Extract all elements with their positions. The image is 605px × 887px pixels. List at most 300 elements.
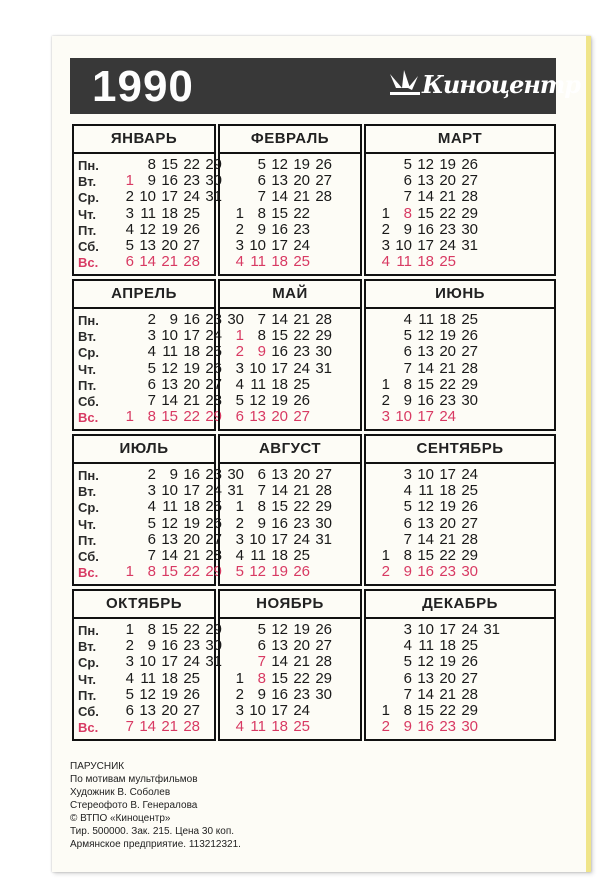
day-number: 9 — [169, 311, 178, 328]
month-name: МАРТ — [366, 126, 554, 154]
day-number: 19 — [439, 156, 456, 173]
day-number: 11 — [418, 311, 434, 328]
day-number: 26 — [461, 327, 478, 345]
day-number: 8 — [257, 669, 266, 687]
weekday-label: Пн. — [78, 158, 99, 173]
day-number: 5 — [147, 359, 156, 377]
day-number: 23 — [183, 172, 200, 190]
day-number: 7 — [403, 530, 412, 548]
day-number: 6 — [403, 343, 412, 361]
day-number: 8 — [403, 375, 412, 393]
day-number: 24 — [293, 702, 310, 719]
day-number: 5 — [235, 563, 244, 581]
day-number: 24 — [183, 188, 200, 206]
day-number: 18 — [439, 637, 456, 655]
day-number: 3 — [235, 702, 244, 719]
day-number: 29 — [461, 702, 478, 719]
day-number: 9 — [257, 220, 266, 238]
day-number: 10 — [249, 702, 266, 719]
day-number: 11 — [396, 253, 412, 271]
day-number: 17 — [183, 327, 200, 345]
day-number: 7 — [147, 547, 156, 564]
month-name: ФЕВРАЛЬ — [220, 126, 360, 154]
day-number: 3 — [381, 237, 390, 254]
day-number: 28 — [183, 718, 200, 736]
weekday-label: Сб. — [78, 239, 99, 254]
day-number: 2 — [125, 188, 134, 206]
day-number: 29 — [315, 669, 332, 687]
day-number: 19 — [293, 621, 310, 638]
day-number: 28 — [461, 359, 478, 377]
day-number: 29 — [461, 375, 478, 393]
day-number: 1 — [381, 702, 390, 719]
day-number: 27 — [205, 375, 222, 393]
calendar-grid — [72, 124, 556, 744]
day-number: 13 — [139, 237, 156, 254]
day-number: 6 — [257, 172, 266, 190]
day-number: 8 — [403, 547, 412, 564]
year-title: 1990 — [92, 62, 194, 111]
day-number: 14 — [271, 188, 288, 206]
day-number: 6 — [125, 702, 134, 719]
day-number: 18 — [439, 311, 456, 328]
day-number: 15 — [417, 547, 434, 564]
day-number: 16 — [161, 637, 178, 655]
day-number: 20 — [161, 702, 178, 719]
day-number: 8 — [257, 498, 266, 516]
day-number: 25 — [183, 669, 200, 687]
day-number: 6 — [403, 514, 412, 532]
day-number: 11 — [250, 547, 266, 564]
day-number: 23 — [439, 718, 456, 736]
weekday-label: Ср. — [78, 655, 99, 671]
day-number: 7 — [403, 188, 412, 206]
weekday-label: Пт. — [78, 222, 97, 238]
day-number: 14 — [417, 685, 434, 703]
day-number: 2 — [381, 220, 390, 238]
day-number: 21 — [439, 530, 456, 548]
day-number: 3 — [147, 482, 156, 500]
day-number: 20 — [183, 375, 200, 393]
day-number: 18 — [439, 482, 456, 500]
day-number: 20 — [293, 466, 310, 483]
day-number: 13 — [161, 530, 178, 548]
day-number: 10 — [249, 530, 266, 548]
month-5 — [364, 279, 556, 431]
day-number: 28 — [315, 311, 332, 328]
day-number: 18 — [271, 253, 288, 271]
day-number: 18 — [183, 343, 200, 361]
footer-line: Стереофото В. Генералова — [70, 800, 198, 811]
day-number: 19 — [271, 392, 288, 409]
day-number: 4 — [235, 718, 244, 736]
day-number: 9 — [147, 637, 156, 655]
day-number: 1 — [235, 669, 244, 687]
day-number: 22 — [439, 204, 456, 222]
day-number: 18 — [161, 669, 178, 687]
day-number: 21 — [439, 685, 456, 703]
day-number: 10 — [139, 653, 156, 671]
weekday-label: Вс. — [78, 720, 99, 736]
day-number: 18 — [271, 547, 288, 564]
day-number: 5 — [257, 156, 266, 173]
day-number: 30 — [461, 220, 478, 238]
day-number: 13 — [249, 408, 266, 426]
day-number: 16 — [183, 466, 200, 483]
day-number: 14 — [417, 530, 434, 548]
day-number: 7 — [403, 685, 412, 703]
day-number: 9 — [403, 392, 412, 409]
day-number: 24 — [461, 466, 478, 483]
weekday-label: Сб. — [78, 549, 99, 564]
day-number: 11 — [250, 718, 266, 736]
day-number: 16 — [271, 685, 288, 703]
day-number: 17 — [271, 702, 288, 719]
day-number: 31 — [227, 482, 244, 500]
day-number: 26 — [293, 563, 310, 581]
day-number: 19 — [183, 359, 200, 377]
day-number: 5 — [403, 327, 412, 345]
day-number: 23 — [439, 392, 456, 409]
day-number: 8 — [147, 156, 156, 173]
weekday-label: Пн. — [78, 313, 99, 328]
day-number: 23 — [293, 220, 310, 238]
day-number: 21 — [439, 359, 456, 377]
day-number: 21 — [161, 718, 178, 736]
day-number: 23 — [293, 514, 310, 532]
month-6 — [72, 434, 244, 586]
weekday-label: Вт. — [78, 174, 97, 190]
day-number: 22 — [293, 669, 310, 687]
weekday-label: Вт. — [78, 329, 97, 345]
day-number: 25 — [183, 204, 200, 222]
day-number: 7 — [147, 392, 156, 409]
day-number: 9 — [403, 718, 412, 736]
day-number: 5 — [125, 237, 134, 254]
weekday-label: Пт. — [78, 377, 97, 393]
day-number: 12 — [139, 685, 156, 703]
day-number: 30 — [205, 172, 222, 190]
day-number: 24 — [293, 359, 310, 377]
day-number: 8 — [403, 204, 412, 222]
day-number: 17 — [271, 530, 288, 548]
day-number: 13 — [417, 343, 434, 361]
day-number: 6 — [147, 375, 156, 393]
month-name: НОЯБРЬ — [220, 591, 360, 619]
day-number: 26 — [293, 392, 310, 409]
day-number: 2 — [381, 563, 390, 581]
month-name: МАЙ — [220, 281, 360, 309]
day-number: 8 — [403, 702, 412, 719]
day-number: 7 — [257, 482, 266, 500]
day-number: 1 — [235, 327, 244, 345]
day-number: 14 — [161, 547, 178, 564]
day-number: 20 — [161, 237, 178, 254]
day-number: 12 — [161, 514, 178, 532]
day-number: 9 — [147, 172, 156, 190]
day-number: 9 — [403, 563, 412, 581]
day-number: 16 — [417, 563, 434, 581]
day-number: 14 — [417, 188, 434, 206]
day-number: 3 — [125, 653, 134, 671]
month-name: ИЮНЬ — [366, 281, 554, 309]
month-name: АВГУСТ — [220, 436, 360, 464]
day-number: 11 — [418, 637, 434, 655]
footer-line: По мотивам мультфильмов — [70, 774, 198, 785]
day-number: 14 — [417, 359, 434, 377]
day-number: 24 — [293, 530, 310, 548]
day-number: 7 — [125, 718, 134, 736]
logo-brand-text: Киноцентр — [422, 70, 581, 99]
day-number: 27 — [461, 172, 478, 190]
day-number: 30 — [461, 563, 478, 581]
day-number: 27 — [461, 514, 478, 532]
day-number: 11 — [162, 343, 178, 361]
day-number: 24 — [439, 237, 456, 254]
day-number: 20 — [271, 408, 288, 426]
day-number: 8 — [147, 563, 156, 581]
day-number: 10 — [417, 466, 434, 483]
footer-line: © ВТПО «Киноцентр» — [70, 813, 171, 824]
day-number: 21 — [293, 188, 310, 206]
day-number: 15 — [417, 204, 434, 222]
day-number: 28 — [315, 653, 332, 671]
day-number: 22 — [293, 204, 310, 222]
day-number: 19 — [161, 220, 178, 238]
day-number: 20 — [293, 172, 310, 190]
day-number: 4 — [403, 482, 412, 500]
day-number: 2 — [235, 343, 244, 361]
day-number: 30 — [315, 514, 332, 532]
day-number: 15 — [417, 375, 434, 393]
weekday-label: Вс. — [78, 255, 99, 271]
day-number: 4 — [147, 498, 156, 516]
day-number: 17 — [417, 408, 434, 426]
weekday-label: Вт. — [78, 639, 97, 655]
weekday-label: Чт. — [78, 671, 96, 687]
day-number: 19 — [439, 653, 456, 671]
day-number: 2 — [381, 392, 390, 409]
day-number: 13 — [417, 514, 434, 532]
weekday-label: Ср. — [78, 190, 99, 206]
day-number: 8 — [257, 204, 266, 222]
weekday-label: Пт. — [78, 532, 97, 548]
day-number: 5 — [235, 392, 244, 409]
day-number: 7 — [403, 359, 412, 377]
day-number: 6 — [257, 637, 266, 655]
day-number: 28 — [205, 547, 222, 564]
day-number: 30 — [315, 685, 332, 703]
day-number: 30 — [315, 343, 332, 361]
day-number: 13 — [161, 375, 178, 393]
weekday-label: Пт. — [78, 687, 97, 703]
day-number: 3 — [235, 237, 244, 254]
day-number: 4 — [125, 220, 134, 238]
day-number: 17 — [439, 621, 456, 638]
weekday-label: Пн. — [78, 468, 99, 483]
day-number: 6 — [147, 530, 156, 548]
weekday-label: Вс. — [78, 565, 99, 581]
day-number: 12 — [249, 563, 266, 581]
day-number: 17 — [271, 237, 288, 254]
month-4 — [218, 279, 362, 431]
day-number: 23 — [293, 685, 310, 703]
day-number: 11 — [140, 204, 156, 222]
day-number: 15 — [271, 498, 288, 516]
day-number: 2 — [147, 466, 156, 483]
day-number: 2 — [147, 311, 156, 328]
month-2 — [364, 124, 556, 276]
day-number: 10 — [249, 237, 266, 254]
day-number: 11 — [250, 253, 266, 271]
imprint-footer — [70, 760, 470, 851]
day-number: 11 — [418, 482, 434, 500]
day-number: 28 — [461, 530, 478, 548]
kinocentr-logo — [388, 68, 581, 106]
day-number: 12 — [139, 220, 156, 238]
month-9 — [72, 589, 222, 741]
day-number: 21 — [183, 547, 200, 564]
day-number: 12 — [417, 498, 434, 516]
day-number: 12 — [417, 327, 434, 345]
day-number: 17 — [417, 237, 434, 254]
logo-sail-icon — [388, 68, 422, 98]
day-number: 25 — [439, 253, 456, 271]
month-1 — [218, 124, 362, 276]
day-number: 16 — [161, 172, 178, 190]
day-number: 10 — [395, 237, 412, 254]
day-number: 26 — [461, 156, 478, 173]
day-number: 15 — [161, 156, 178, 173]
day-number: 27 — [315, 172, 332, 190]
day-number: 20 — [439, 172, 456, 190]
day-number: 31 — [461, 237, 478, 254]
day-number: 9 — [169, 466, 178, 483]
day-number: 8 — [257, 327, 266, 345]
day-number: 19 — [271, 563, 288, 581]
weekday-label: Пн. — [78, 623, 99, 638]
day-number: 15 — [271, 204, 288, 222]
day-number: 18 — [271, 718, 288, 736]
day-number: 1 — [381, 375, 390, 393]
day-number: 15 — [161, 408, 178, 426]
day-number: 30 — [461, 718, 478, 736]
day-number: 12 — [161, 359, 178, 377]
day-number: 31 — [205, 188, 222, 206]
day-number: 24 — [205, 327, 222, 345]
day-number: 29 — [461, 204, 478, 222]
day-number: 16 — [271, 514, 288, 532]
day-number: 27 — [461, 669, 478, 687]
day-number: 26 — [315, 156, 332, 173]
day-number: 13 — [271, 172, 288, 190]
day-number: 26 — [205, 359, 222, 377]
weekday-label: Вт. — [78, 484, 97, 500]
day-number: 11 — [162, 498, 178, 516]
day-number: 5 — [125, 685, 134, 703]
day-number: 1 — [125, 563, 134, 581]
day-number: 18 — [183, 498, 200, 516]
weekday-label: Вс. — [78, 410, 99, 426]
day-number: 27 — [315, 637, 332, 655]
day-number: 20 — [439, 514, 456, 532]
day-number: 13 — [417, 669, 434, 687]
day-number: 6 — [125, 253, 134, 271]
day-number: 25 — [293, 547, 310, 564]
day-number: 7 — [257, 653, 266, 671]
day-number: 19 — [439, 327, 456, 345]
day-number: 26 — [183, 220, 200, 238]
day-number: 4 — [403, 311, 412, 328]
day-number: 30 — [461, 392, 478, 409]
day-number: 30 — [205, 637, 222, 655]
day-number: 13 — [271, 466, 288, 483]
month-11 — [364, 589, 556, 741]
day-number: 25 — [205, 343, 222, 361]
day-number: 28 — [205, 392, 222, 409]
day-number: 24 — [461, 621, 478, 638]
day-number: 2 — [235, 220, 244, 238]
day-number: 25 — [461, 482, 478, 500]
day-number: 21 — [161, 253, 178, 271]
day-number: 28 — [461, 188, 478, 206]
day-number: 21 — [439, 188, 456, 206]
day-number: 4 — [403, 637, 412, 655]
day-number: 27 — [205, 530, 222, 548]
day-number: 14 — [271, 482, 288, 500]
calendar-header — [70, 58, 581, 114]
day-number: 1 — [125, 408, 134, 426]
day-number: 6 — [403, 172, 412, 190]
day-number: 9 — [257, 685, 266, 703]
day-number: 31 — [205, 653, 222, 671]
day-number: 21 — [293, 482, 310, 500]
day-number: 15 — [161, 563, 178, 581]
day-number: 10 — [139, 188, 156, 206]
day-number: 25 — [461, 637, 478, 655]
day-number: 15 — [271, 669, 288, 687]
day-number: 6 — [403, 669, 412, 687]
day-number: 3 — [235, 530, 244, 548]
day-number: 5 — [257, 621, 266, 638]
day-number: 6 — [235, 408, 244, 426]
day-number: 22 — [183, 621, 200, 638]
day-number: 24 — [439, 408, 456, 426]
day-number: 27 — [183, 237, 200, 254]
day-number: 22 — [439, 375, 456, 393]
day-number: 29 — [461, 547, 478, 564]
day-number: 29 — [205, 156, 222, 173]
day-number: 31 — [315, 530, 332, 548]
day-number: 13 — [139, 702, 156, 719]
day-number: 30 — [227, 311, 244, 328]
weekday-label: Сб. — [78, 394, 99, 409]
day-number: 1 — [381, 547, 390, 564]
day-number: 10 — [249, 359, 266, 377]
month-8 — [364, 434, 556, 586]
day-number: 20 — [293, 637, 310, 655]
day-number: 29 — [315, 327, 332, 345]
month-name: АПРЕЛЬ — [74, 281, 214, 309]
day-number: 15 — [271, 327, 288, 345]
day-number: 11 — [250, 375, 266, 393]
day-number: 29 — [205, 621, 222, 638]
day-number: 19 — [183, 514, 200, 532]
day-number: 29 — [315, 498, 332, 516]
day-number: 8 — [147, 621, 156, 638]
month-name: ОКТЯБРЬ — [74, 591, 214, 619]
day-number: 3 — [235, 359, 244, 377]
